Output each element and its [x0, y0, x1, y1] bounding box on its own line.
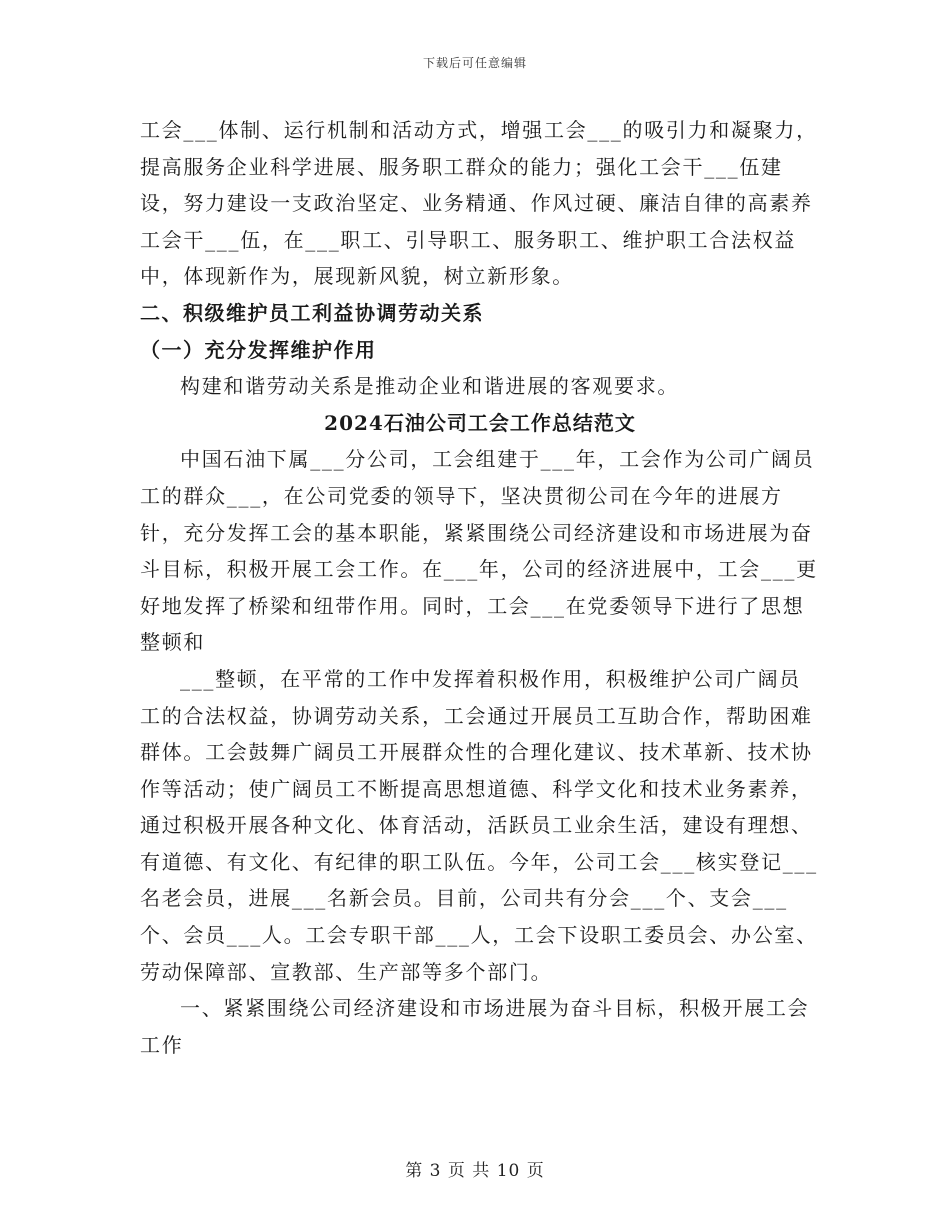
paragraph: 构建和谐劳动关系是推动企业和谐进展的客观要求。: [180, 374, 680, 399]
paragraph-continuation: 工会___体制、运行机制和活动方式，增强工会___的吸引力和凝聚力，提高服务企业科学进展、服务职工群众的能力；强化工会干___伍建设，努力建设一支政治坚定、业务精通、作风过硬、廉洁自律的高素养工会干___伍，在___职工、引导职工、服务职工、维护职工合法权益中，体现新作为，展现新风貌，树立新形象。: [140, 118, 818, 289]
section-heading: 二、积级维护员工利益协调劳动关系: [140, 300, 484, 325]
document-title: 2024石油公司工会工作总结范文: [324, 410, 636, 435]
paragraph: 一、紧紧围绕公司经济建设和市场进展为奋斗目标，积极开展工会工作: [140, 996, 810, 1057]
subsection-heading: （一）充分发挥维护作用: [140, 337, 377, 362]
paragraph: ___整顿，在平常的工作中发挥着积极作用，积极维护公司广阔员工的合法权益，协调劳动关系，工会通过开展员工互助合作，帮助困难群体。工会鼓舞广阔员工开展群众性的合理化建议、技术革新、技术协作等活动；使广阔员工不断提高思想道德、科学文化和技术业务素养，通过积极开展各种文化、体育活动，活跃员工业余生活，建设有理想、有道德、有文化、有纪律的职工队伍。今年，公司工会___核实登记___名老会员，进展___名新会员。目前，公司共有分会___个、支会___个、会员___人。工会专职干部___人，工会下设职工委员会、办公室、劳动保障部、宣教部、生产部等多个部门。: [140, 666, 818, 984]
paragraph: 中国石油下属___分公司，工会组建于___年，工会作为公司广阔员工的群众___，在公司党委的领导下，坚决贯彻公司在今年的进展方针，充分发挥工会的基本职能，紧紧围绕公司经济建设和市场进展为奋斗目标，积极开展工会工作。在___年，公司的经济进展中，工会___更好地发挥了桥梁和纽带作用。同时，工会___在党委领导下进行了思想整顿和: [140, 447, 818, 655]
document-body: [140, 112, 820, 1063]
page-footer: 第 3 页 共 10 页: [405, 1161, 545, 1181]
page-header: 下载后可任意编辑: [422, 56, 527, 70]
